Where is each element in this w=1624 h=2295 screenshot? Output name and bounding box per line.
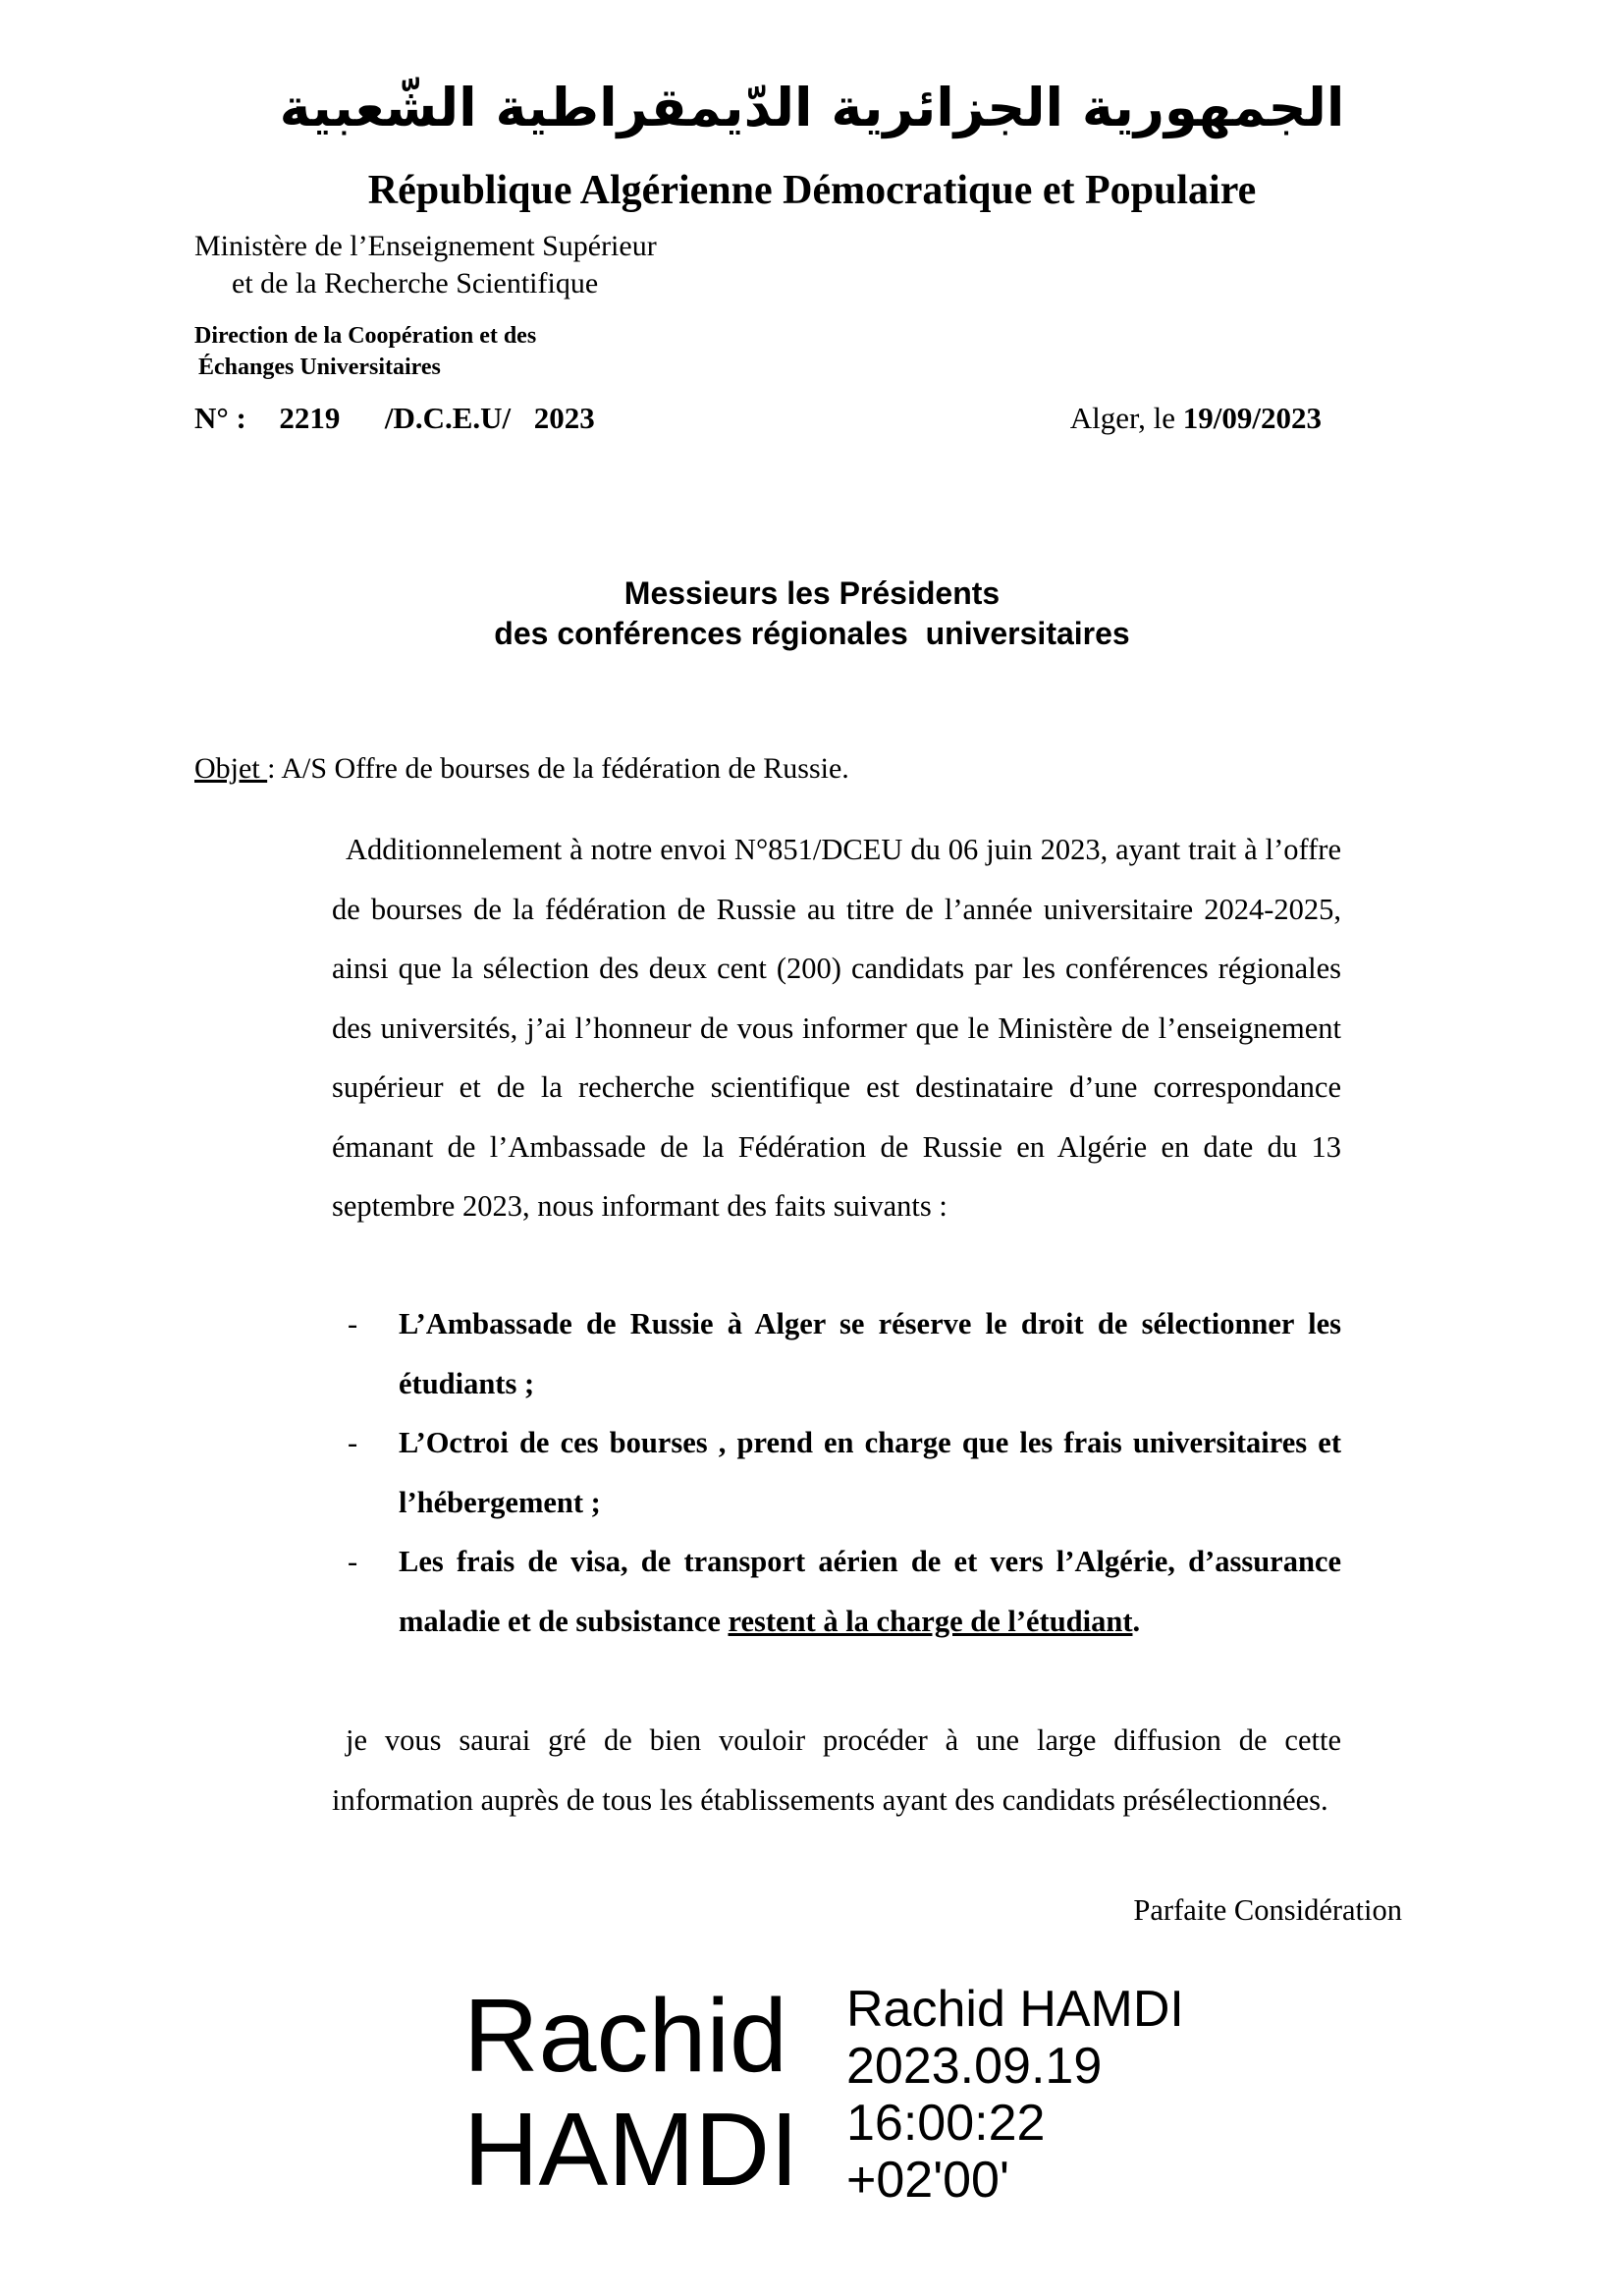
facts-list <box>332 1294 1341 1651</box>
list-item-end: . <box>1132 1604 1141 1638</box>
list-item-text: L’Ambassade de Russie à Alger se réserve le droit de sélectionner les étudiants ; <box>399 1307 1341 1400</box>
list-item-text: L’Octroi de ces bourses , prend en charge que les frais universitaires et l’hébergement ; <box>399 1426 1341 1519</box>
signature-signer: Rachid HAMDI <box>846 1981 1184 2038</box>
ministry-name <box>194 228 657 302</box>
recipient-line-1: Messieurs les Présidents <box>623 575 1001 611</box>
letter-date <box>1070 401 1322 436</box>
object-text: A/S Offre de bourses de la fédération de Russie. <box>275 752 849 785</box>
recipient-block <box>0 574 1624 654</box>
signature-name <box>463 1979 799 2207</box>
direction-line-2: Échanges Universitaires <box>198 355 441 380</box>
list-item <box>332 1413 1341 1532</box>
reference-number <box>194 401 595 436</box>
recipient-line-2: des conférences régionales universitaires <box>494 616 1130 651</box>
list-dash: - <box>348 1307 358 1340</box>
republic-title: République Algérienne Démocratique et Populaire <box>367 168 1257 213</box>
arabic-title: الجمهورية الجزائرية الدّيمقراطية الشّعبية <box>279 77 1345 138</box>
object-separator: : <box>267 752 276 785</box>
ref-number: 2219 <box>279 401 341 435</box>
ref-prefix: N° : <box>194 401 246 435</box>
list-dash: - <box>348 1426 358 1459</box>
signature-date: 2023.09.19 <box>846 2038 1103 2095</box>
direction-name <box>194 320 536 383</box>
object-label: Objet <box>194 752 268 785</box>
list-item-underlined: restent à la charge de l’étudiant <box>728 1604 1133 1638</box>
body-paragraph-1: Additionnelement à notre envoi N°851/DCEU du 06 juin 2023, ayant trait à l’offre de bourses de la fédération de Russie au titre de l’année universitaire 2024-2025, ainsi que la sélection des deux cent (200) candidats par les conférences régionales des universités, j’ai l’honneur de vous informer que le Ministère de l’enseignement supérieur et de la recherche scientifique est destinataire d’une correspondance émanant de l’Ambassade de la Fédération de Russie en Algérie en date du 13 septembre 2023, nous informant des faits suivants : <box>332 833 1341 1223</box>
list-item-text: Les frais de visa, de transport aérien de et vers l’Algérie, d’assurance maladie et de subsistance <box>399 1545 1341 1638</box>
object-line <box>194 752 849 786</box>
signature-timezone: +02'00' <box>846 2152 1009 2209</box>
body-paragraph-2: je vous saurai gré de bien vouloir procéder à une large diffusion de cette information auprès de tous les établissements ayant des candidats présélectionnées. <box>332 1723 1341 1817</box>
ministry-line-2: et de la Recherche Scientifique <box>232 267 599 300</box>
direction-line-1: Direction de la Coopération et des <box>194 323 537 349</box>
signature-time: 16:00:22 <box>846 2095 1046 2152</box>
ref-code: /D.C.E.U/ <box>384 401 512 435</box>
signature-last-name: HAMDI <box>463 2092 799 2208</box>
list-item <box>332 1532 1341 1651</box>
signature-details <box>846 1981 1184 2209</box>
date-value: 19/09/2023 <box>1182 401 1322 435</box>
date-prefix: Alger, le <box>1069 401 1176 435</box>
ministry-line-1: Ministère de l’Enseignement Supérieur <box>194 230 657 262</box>
closing-formula: Parfaite Considération <box>1133 1893 1402 1927</box>
list-dash: - <box>348 1545 358 1578</box>
ref-year: 2023 <box>533 401 595 435</box>
list-item <box>332 1294 1341 1413</box>
signature-first-name: Rachid <box>463 1978 787 2094</box>
